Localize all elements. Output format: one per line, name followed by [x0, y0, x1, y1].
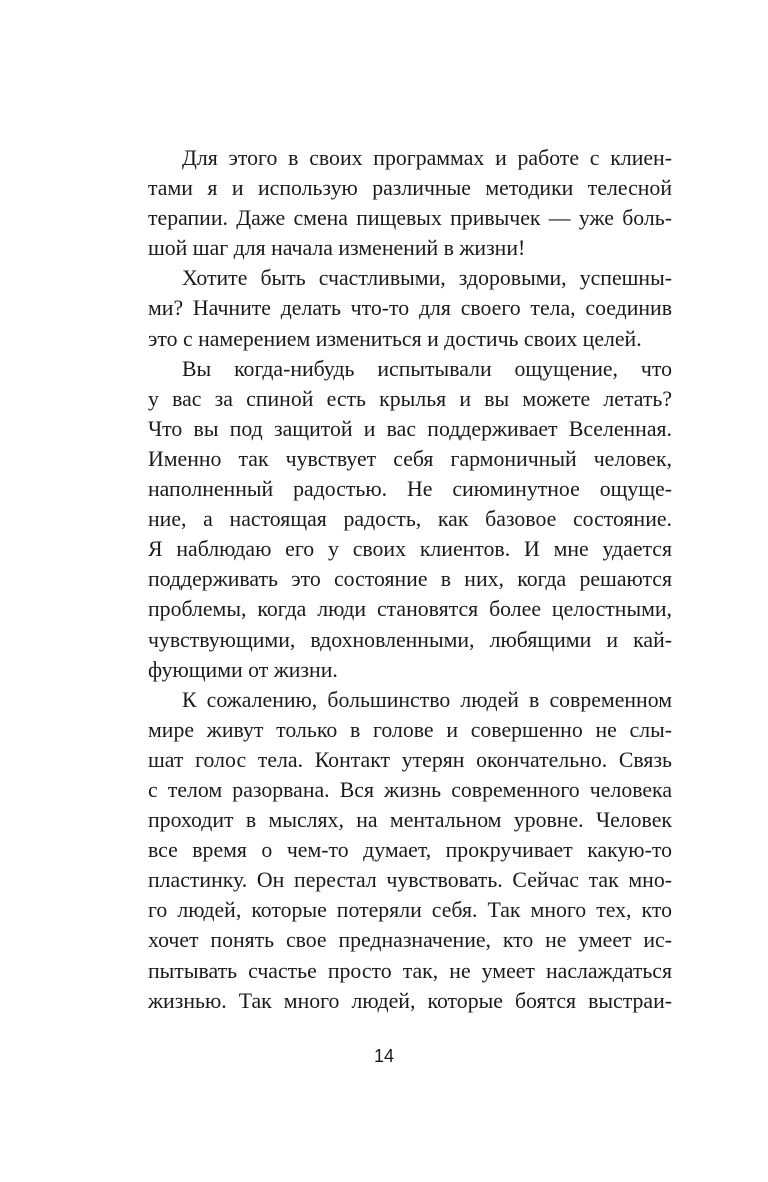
text-line: Хотите быть счастливыми, здоровыми, успешны-	[182, 266, 672, 291]
paragraph-4	[148, 685, 672, 1016]
text-line: фующими от жизни.	[148, 657, 338, 682]
paragraph-2	[148, 263, 672, 353]
paragraph-1	[148, 143, 672, 263]
paragraph-3	[148, 354, 672, 685]
text-line: ми? Начните делать что-то для своего тела, соединив	[148, 296, 672, 321]
text-line: жизнью. Так много людей, которые боятся выстраи-	[148, 988, 672, 1013]
text-line: го людей, которые потеряли себя. Так много тех, кто	[148, 898, 672, 923]
text-line: Для этого в своих программах и работе с клиен-	[182, 146, 672, 170]
text-line: пластинку. Он перестал чувствовать. Сейчас так мно-	[148, 868, 672, 893]
text-line: К сожалению, большинство людей в современном	[182, 687, 672, 712]
text-line: с телом разорвана. Вся жизнь современного человека	[148, 777, 672, 802]
text-line: хочет понять свое предназначение, кто не умеет ис-	[148, 928, 672, 953]
text-line: чувствующими, вдохновленными, любящими и кай-	[148, 627, 672, 652]
body-text	[148, 143, 672, 1016]
text-line: шат голос тела. Контакт утерян окончательно. Связь	[148, 747, 672, 772]
page-number: 14	[373, 1046, 395, 1066]
text-line: Что вы под защитой и вас поддерживает Вселенная.	[148, 416, 672, 441]
text-line: терапии. Даже смена пищевых привычек — уже боль-	[148, 206, 672, 231]
text-line: Я наблюдаю его у своих клиентов. И мне удается	[148, 537, 672, 562]
text-line: шой шаг для начала изменений в жизни!	[148, 236, 526, 261]
text-line: мире живут только в голове и совершенно не слы-	[148, 717, 672, 742]
text-line: тами я и использую различные методики телесной	[148, 176, 672, 201]
text-line: наполненный радостью. Не сиюминутное ощуще-	[148, 477, 672, 502]
text-line: проблемы, когда люди становятся более целостными,	[148, 597, 672, 622]
text-line: проходит в мыслях, на ментальном уровне. Человек	[148, 808, 672, 833]
text-line: Вы когда-нибудь испытывали ощущение, что	[182, 356, 672, 381]
text-line: ние, а настоящая радость, как базовое состояние.	[148, 507, 672, 532]
text-line: Именно так чувствует себя гармоничный человек,	[148, 446, 672, 471]
text-line: у вас за спиной есть крылья и вы можете летать?	[148, 386, 672, 411]
text-line: все время о чем-то думает, прокручивает какую-то	[148, 838, 672, 863]
text-line: это с намерением измениться и достичь своих целей.	[148, 326, 642, 351]
text-line: поддерживать это состояние в них, когда решаются	[148, 567, 672, 592]
text-line: пытывать счастье просто так, не умеет наслаждаться	[148, 958, 672, 983]
